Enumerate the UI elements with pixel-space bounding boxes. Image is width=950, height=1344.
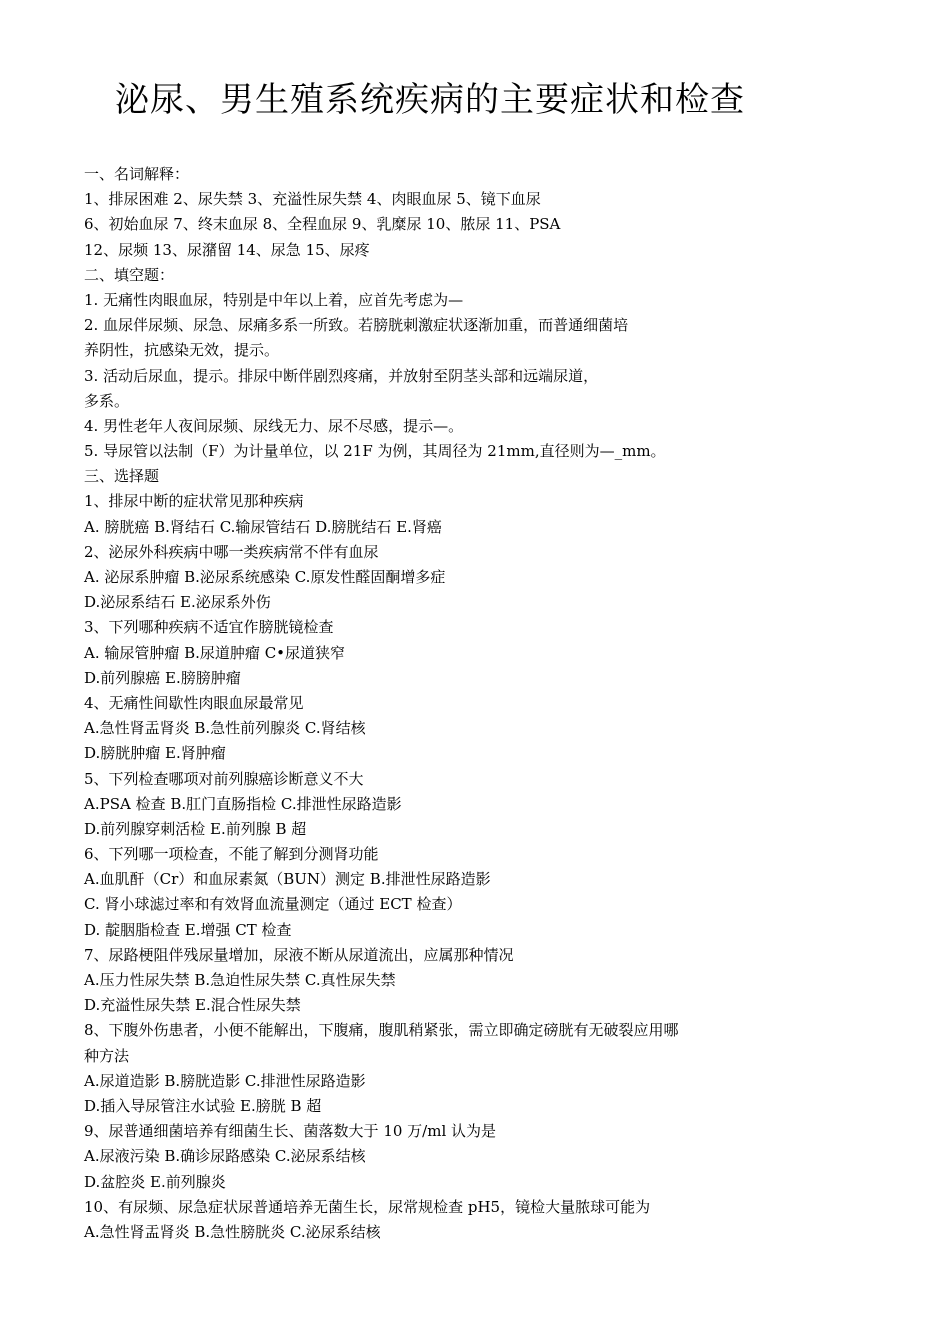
text-line: D.泌尿系结石 E.泌尿系外伤 xyxy=(84,593,271,612)
text-line: 9、尿普通细菌培养有细菌生长、菌落数大于 10 万/ml 认为是 xyxy=(84,1122,497,1141)
text-line: 10、有尿频、尿急症状尿普通培养无菌生长，尿常规检查 pH5，镜检大量脓球可能为 xyxy=(84,1197,651,1216)
text-line: D.充溢性尿失禁 E.混合性尿失禁 xyxy=(84,996,301,1015)
text-line: 1. 无痛性肉眼血尿，特别是中年以上着，应首先考虑为— xyxy=(84,290,464,309)
text-line: 1、排尿中断的症状常见那种疾病 xyxy=(84,492,304,511)
text-line: D.膀胱肿瘤 E.肾肿瘤 xyxy=(84,744,226,763)
text-line: A. 膀胱癌 B.肾结石 C.输尿管结石 D.膀胱结石 E.肾癌 xyxy=(84,517,442,536)
text-line: D.前列腺癌 E.膀膀肿瘤 xyxy=(84,668,241,687)
text-line: A. 输尿管肿瘤 B.尿道肿瘤 C•尿道狭窄 xyxy=(84,643,346,662)
text-line: 1、排尿困难 2、尿失禁 3、充溢性尿失禁 4、肉眼血尿 5、镜下血尿 xyxy=(84,190,541,209)
text-line: 12、尿频 13、尿潴留 14、尿急 15、尿疼 xyxy=(84,240,370,259)
text-line: A.尿液污染 B.确诊尿路感染 C.泌尿系结核 xyxy=(84,1147,366,1166)
text-line: A.急性肾盂肾炎 B.急性膀胱炎 C.泌尿系结核 xyxy=(84,1222,381,1241)
text-line: D.前列腺穿刺活检 E.前列腺 B 超 xyxy=(84,819,307,838)
text-line: 6、初始血尿 7、终末血尿 8、全程血尿 9、乳糜尿 10、脓尿 11、PSA xyxy=(84,215,561,234)
text-line: A.PSA 检查 B.肛门直肠指检 C.排泄性尿路造影 xyxy=(84,794,402,813)
text-line: A.急性肾盂肾炎 B.急性前列腺炎 C.肾结核 xyxy=(84,719,366,738)
text-line: D.插入导尿管注水试验 E.膀胱 B 超 xyxy=(84,1096,322,1115)
text-line: 2. 血尿伴尿频、尿急、尿痛多系一所致。若膀胱刺激症状逐渐加重，而普通细菌培 xyxy=(84,316,629,335)
text-line: 一、名词解释： xyxy=(84,165,190,183)
document-body xyxy=(84,162,784,1245)
text-line: 2、泌尿外科疾病中哪一类疾病常不伴有血尿 xyxy=(84,542,379,561)
text-line: A.尿道造影 B.膀胱造影 C.排泄性尿路造影 xyxy=(84,1071,366,1090)
text-line: 6、下列哪一项检查，不能了解到分测肾功能 xyxy=(84,845,379,864)
text-line: 8、下腹外伤患者，小便不能解出，下腹痛，腹肌稍紧张，需立即确定磅胱有无破裂应用哪 xyxy=(84,1021,679,1040)
text-line: 二、填空题： xyxy=(84,265,175,284)
text-line: 4、无痛性间歇性肉眼血尿最常见 xyxy=(84,693,304,712)
text-line: 5. 导尿管以法制（F）为计量单位，以 21F 为例，其周径为 21mm,直径则为—_mm。 xyxy=(84,442,666,461)
text-line: 5、下列检查哪项对前列腺癌诊断意义不大 xyxy=(84,769,364,788)
text-line: 三、选择题 xyxy=(84,467,160,486)
document-title: 泌尿、男生殖系统疾病的主要症状和检查 xyxy=(115,80,745,120)
text-line: D.盆腔炎 E.前列腺炎 xyxy=(84,1172,226,1191)
text-line: 养阴性，抗感染无效，提示。 xyxy=(84,341,280,360)
text-line: A.压力性尿失禁 B.急迫性尿失禁 C.真性尿失禁 xyxy=(84,971,396,989)
text-line: D. 靛胭脂检查 E.增强 CT 检查 xyxy=(84,920,292,939)
text-line: 3、下列哪种疾病不适宜作膀胱镜检查 xyxy=(84,618,334,637)
text-line: 7、尿路梗阻伴残尿量增加，尿液不断从尿道流出，应属那种情况 xyxy=(84,945,514,964)
text-line: 种方法 xyxy=(84,1046,130,1065)
text-line: A.血肌酐（Cr）和血尿素氮（BUN）测定 B.排泄性尿路造影 xyxy=(84,870,491,889)
text-line: C. 肾小球滤过率和有效肾血流量测定（通过 ECT 检查） xyxy=(84,895,462,914)
text-line: 4. 男性老年人夜间尿频、尿线无力、尿不尽感，提示—。 xyxy=(84,416,464,435)
text-line: 多系。 xyxy=(84,391,130,410)
text-line: 3. 活动后尿血，提示。排尿中断伴剧烈疼痛，并放射至阴茎头部和远端尿道， xyxy=(84,366,599,385)
text-line: A. 泌尿系肿瘤 B.泌尿系统感染 C.原发性醛固酮增多症 xyxy=(84,568,446,586)
